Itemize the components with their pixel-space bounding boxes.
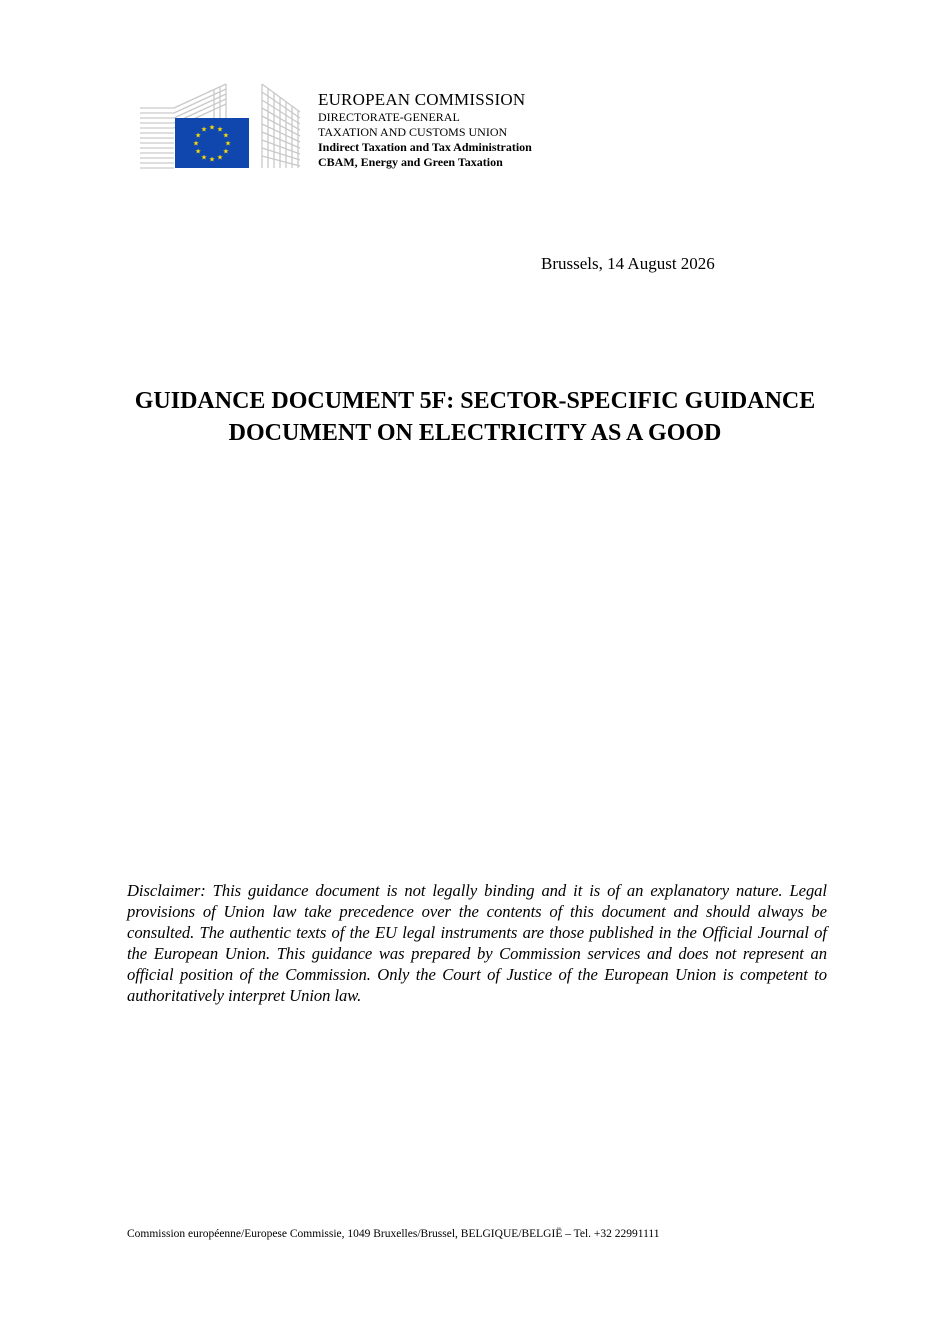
footer-address: Commission européenne/Europese Commissie, 1049 Bruxelles/Brussel, BELGIQUE/BELGIË – Tel. +32 22991111 (127, 1228, 660, 1240)
title-line-1: GUIDANCE DOCUMENT 5F: SECTOR-SPECIFIC GUIDANCE (134, 388, 816, 414)
svg-text:★: ★ (216, 153, 224, 162)
svg-text:★: ★ (208, 155, 216, 164)
svg-text:★: ★ (224, 139, 232, 148)
letterhead (318, 90, 532, 170)
svg-text:★: ★ (208, 123, 216, 132)
svg-text:★: ★ (200, 125, 208, 134)
svg-text:★: ★ (222, 131, 230, 140)
directorate-name: Indirect Taxation and Tax Administration (318, 139, 532, 154)
svg-text:★: ★ (200, 153, 208, 162)
svg-text:★: ★ (192, 139, 200, 148)
svg-text:★: ★ (216, 125, 224, 134)
unit-name: CBAM, Energy and Green Taxation (318, 154, 503, 169)
svg-text:★: ★ (194, 131, 202, 140)
svg-text:★: ★ (222, 147, 230, 156)
document-title (0, 385, 950, 449)
document-date: Brussels, 14 August 2026 (541, 254, 715, 273)
disclaimer-text: Disclaimer: This guidance document is not legally binding and it is of an explanatory nature. Legal provisions of Union law take precedence over the contents of this document and should always be consulted. The authentic texts of the EU legal instruments are those published in the Official Journal of the European Union. This guidance was prepared by Commission services and does not represent an official position of the Commission. Only the Court of Justice of the European Union is competent to authoritatively interpret Union law. (127, 881, 827, 1005)
title-line-2: DOCUMENT ON ELECTRICITY AS A GOOD (228, 420, 722, 446)
directorate-general-line2: TAXATION AND CUSTOMS UNION (318, 124, 508, 139)
organization-name: EUROPEAN COMMISSION (318, 90, 526, 109)
directorate-general-line1: DIRECTORATE-GENERAL (318, 109, 460, 124)
svg-text:★: ★ (194, 147, 202, 156)
eu-commission-logo-icon (138, 82, 303, 170)
